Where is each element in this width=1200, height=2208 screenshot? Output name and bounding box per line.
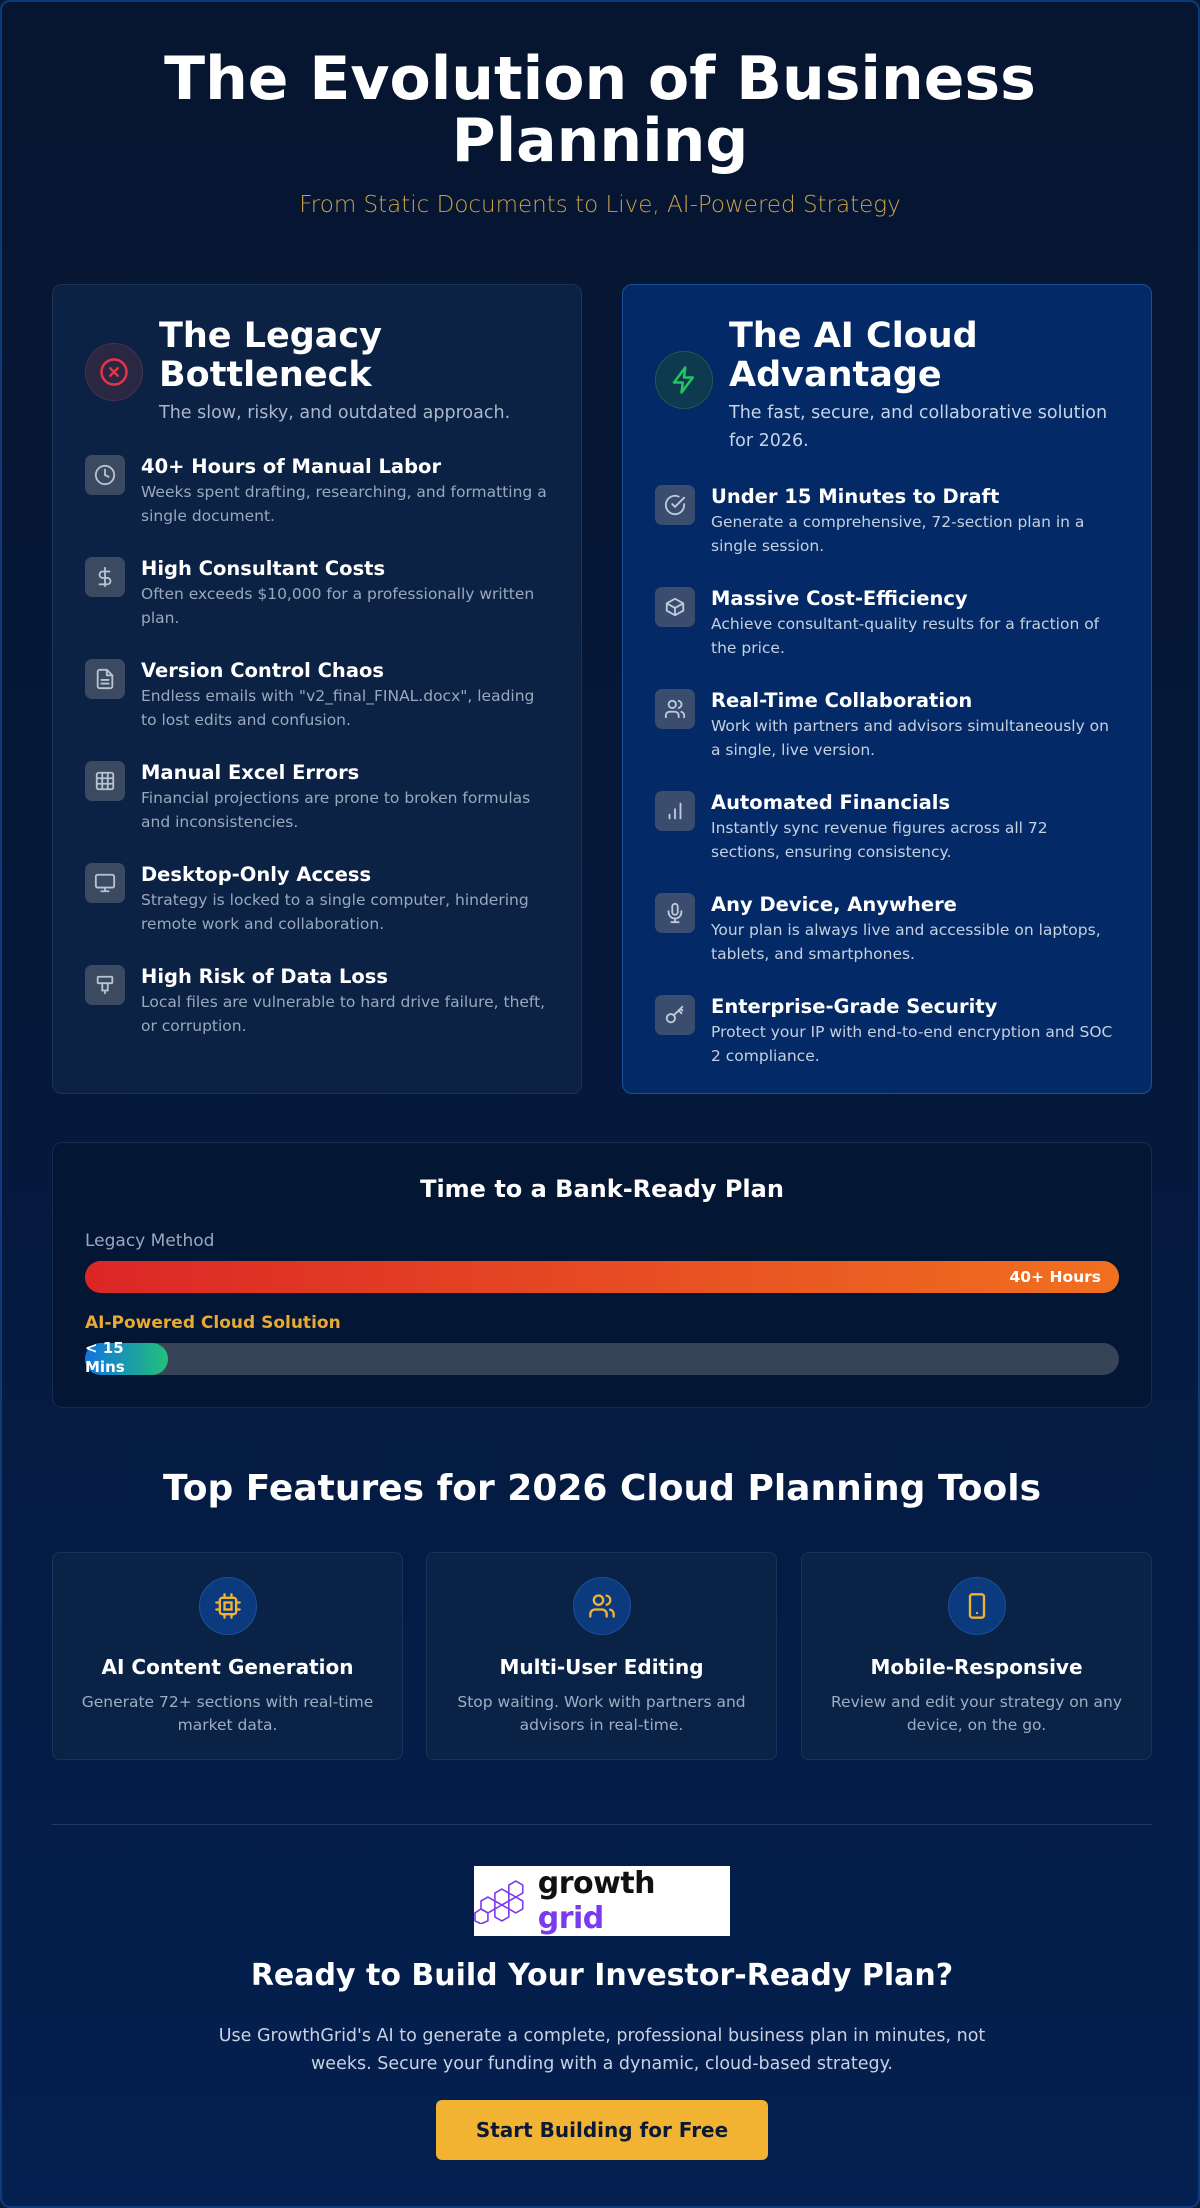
logo-word-growth: growth bbox=[537, 1866, 656, 1901]
list-item bbox=[85, 965, 549, 1038]
hero bbox=[2, 2, 1198, 218]
item-title: Automated Financials bbox=[711, 791, 951, 814]
bar-chart-icon bbox=[655, 791, 695, 831]
legacy-bar-label: Legacy Method bbox=[85, 1231, 215, 1251]
logo-word-grid: grid bbox=[537, 1901, 604, 1936]
feature-title: Multi-User Editing bbox=[499, 1655, 704, 1679]
feature-description: Generate 72+ sections with real-time market data. bbox=[81, 1693, 374, 1734]
item-description: Your plan is always live and accessible on laptops, tablets, and smartphones. bbox=[711, 921, 1101, 963]
box-icon bbox=[655, 587, 695, 627]
key-icon bbox=[655, 995, 695, 1035]
item-description: Financial projections are prone to broken formulas and inconsistencies. bbox=[141, 789, 531, 831]
list-item bbox=[85, 761, 549, 834]
list-item bbox=[655, 587, 1119, 660]
feature-card bbox=[52, 1552, 403, 1760]
legacy-bar-track bbox=[85, 1261, 1119, 1293]
feature-description: Review and edit your strategy on any device, on the go. bbox=[830, 1693, 1123, 1734]
microphone-icon bbox=[655, 893, 695, 933]
feature-description: Stop waiting. Work with partners and advisors in real-time. bbox=[457, 1693, 746, 1734]
legacy-header bbox=[85, 317, 549, 427]
logo-wordmark bbox=[538, 1866, 730, 1936]
item-title: High Consultant Costs bbox=[141, 557, 386, 580]
list-item bbox=[655, 995, 1119, 1068]
item-description: Weeks spent drafting, researching, and formatting a single document. bbox=[141, 483, 547, 525]
item-title: Under 15 Minutes to Draft bbox=[711, 485, 1000, 508]
legacy-bar-value: 40+ Hours bbox=[1009, 1268, 1101, 1286]
features-title: Top Features for 2026 Cloud Planning Tools bbox=[162, 1468, 1041, 1509]
features-grid bbox=[52, 1552, 1152, 1760]
list-item bbox=[655, 893, 1119, 966]
users-icon bbox=[655, 689, 695, 729]
file-text-icon bbox=[85, 659, 125, 699]
ai-card bbox=[622, 284, 1152, 1094]
item-description: Often exceeds $10,000 for a professionally written plan. bbox=[141, 585, 535, 627]
ai-header bbox=[655, 317, 1119, 455]
legacy-title: The Legacy Bottleneck bbox=[159, 316, 382, 395]
item-description: Local files are vulnerable to hard drive failure, theft, or corruption. bbox=[141, 993, 546, 1035]
item-title: 40+ Hours of Manual Labor bbox=[141, 455, 442, 478]
item-description: Endless emails with "v2_final_FINAL.docx", leading to lost edits and confusion. bbox=[141, 687, 535, 729]
cta-title: Ready to Build Your Investor-Ready Plan? bbox=[250, 1958, 954, 1993]
comparison-columns bbox=[52, 284, 1152, 1094]
item-description: Achieve consultant-quality results for a fraction of the price. bbox=[711, 615, 1100, 657]
item-description: Strategy is locked to a single computer, hindering remote work and collaboration. bbox=[141, 891, 529, 933]
item-description: Generate a comprehensive, 72-section plan in a single session. bbox=[711, 513, 1085, 555]
start-building-button[interactable]: Start Building for Free bbox=[436, 2100, 768, 2160]
legacy-list bbox=[85, 455, 549, 1038]
legacy-card bbox=[52, 284, 582, 1094]
feature-title: AI Content Generation bbox=[101, 1655, 354, 1679]
ai-bar-track bbox=[85, 1339, 1119, 1376]
monitor-icon bbox=[85, 863, 125, 903]
users-icon bbox=[573, 1577, 631, 1635]
lightning-icon bbox=[655, 351, 713, 409]
list-item bbox=[655, 485, 1119, 558]
page-title: The Evolution of Business Planning bbox=[164, 44, 1036, 176]
tablet-icon bbox=[948, 1577, 1006, 1635]
item-title: Desktop-Only Access bbox=[141, 863, 372, 886]
list-item bbox=[655, 689, 1119, 762]
time-comparison bbox=[52, 1142, 1152, 1408]
item-title: Real-Time Collaboration bbox=[711, 689, 973, 712]
cpu-icon bbox=[199, 1577, 257, 1635]
list-item bbox=[655, 791, 1119, 864]
feature-title: Mobile-Responsive bbox=[870, 1655, 1083, 1679]
dollar-icon bbox=[85, 557, 125, 597]
list-item bbox=[85, 863, 549, 936]
item-description: Instantly sync revenue figures across all 72 sections, ensuring consistency. bbox=[711, 819, 1048, 861]
hard-drive-icon bbox=[85, 965, 125, 1005]
spreadsheet-icon bbox=[85, 761, 125, 801]
ai-bar-fill bbox=[85, 1339, 168, 1376]
ai-list bbox=[655, 485, 1119, 1068]
hexagon-logo-icon bbox=[474, 1878, 530, 1924]
item-description: Protect your IP with end-to-end encryption and SOC 2 compliance. bbox=[711, 1023, 1113, 1065]
ai-bar-label: AI-Powered Cloud Solution bbox=[85, 1313, 341, 1333]
list-item bbox=[85, 659, 549, 732]
item-description: Work with partners and advisors simultaneously on a single, live version. bbox=[711, 717, 1109, 759]
growthgrid-logo bbox=[474, 1866, 730, 1936]
check-circle-icon bbox=[655, 485, 695, 525]
ai-description: The fast, secure, and collaborative solution for 2026. bbox=[729, 403, 1108, 451]
feature-card bbox=[801, 1552, 1152, 1760]
item-title: Manual Excel Errors bbox=[141, 761, 360, 784]
item-title: Version Control Chaos bbox=[141, 659, 384, 682]
section-divider bbox=[52, 1824, 1152, 1825]
comparison-title: Time to a Bank-Ready Plan bbox=[420, 1175, 784, 1203]
cta-description: Use GrowthGrid's AI to generate a complete, professional business plan in minutes, not weeks. Secure your funding with a dynamic, cloud-based strategy. bbox=[218, 2026, 986, 2074]
item-title: Massive Cost-Efficiency bbox=[711, 587, 968, 610]
list-item bbox=[85, 455, 549, 528]
list-item bbox=[85, 557, 549, 630]
legacy-description: The slow, risky, and outdated approach. bbox=[159, 403, 511, 423]
ai-title: The AI Cloud Advantage bbox=[729, 316, 978, 395]
item-title: Any Device, Anywhere bbox=[711, 893, 957, 916]
clock-icon bbox=[85, 455, 125, 495]
item-title: High Risk of Data Loss bbox=[141, 965, 389, 988]
item-title: Enterprise-Grade Security bbox=[711, 995, 998, 1018]
feature-card bbox=[426, 1552, 777, 1760]
ai-bar-value: < 15 Mins bbox=[85, 1339, 125, 1376]
x-circle-icon bbox=[85, 343, 143, 401]
page-subtitle: From Static Documents to Live, AI-Powered Strategy bbox=[299, 192, 901, 218]
legacy-bar-fill bbox=[85, 1261, 1119, 1293]
